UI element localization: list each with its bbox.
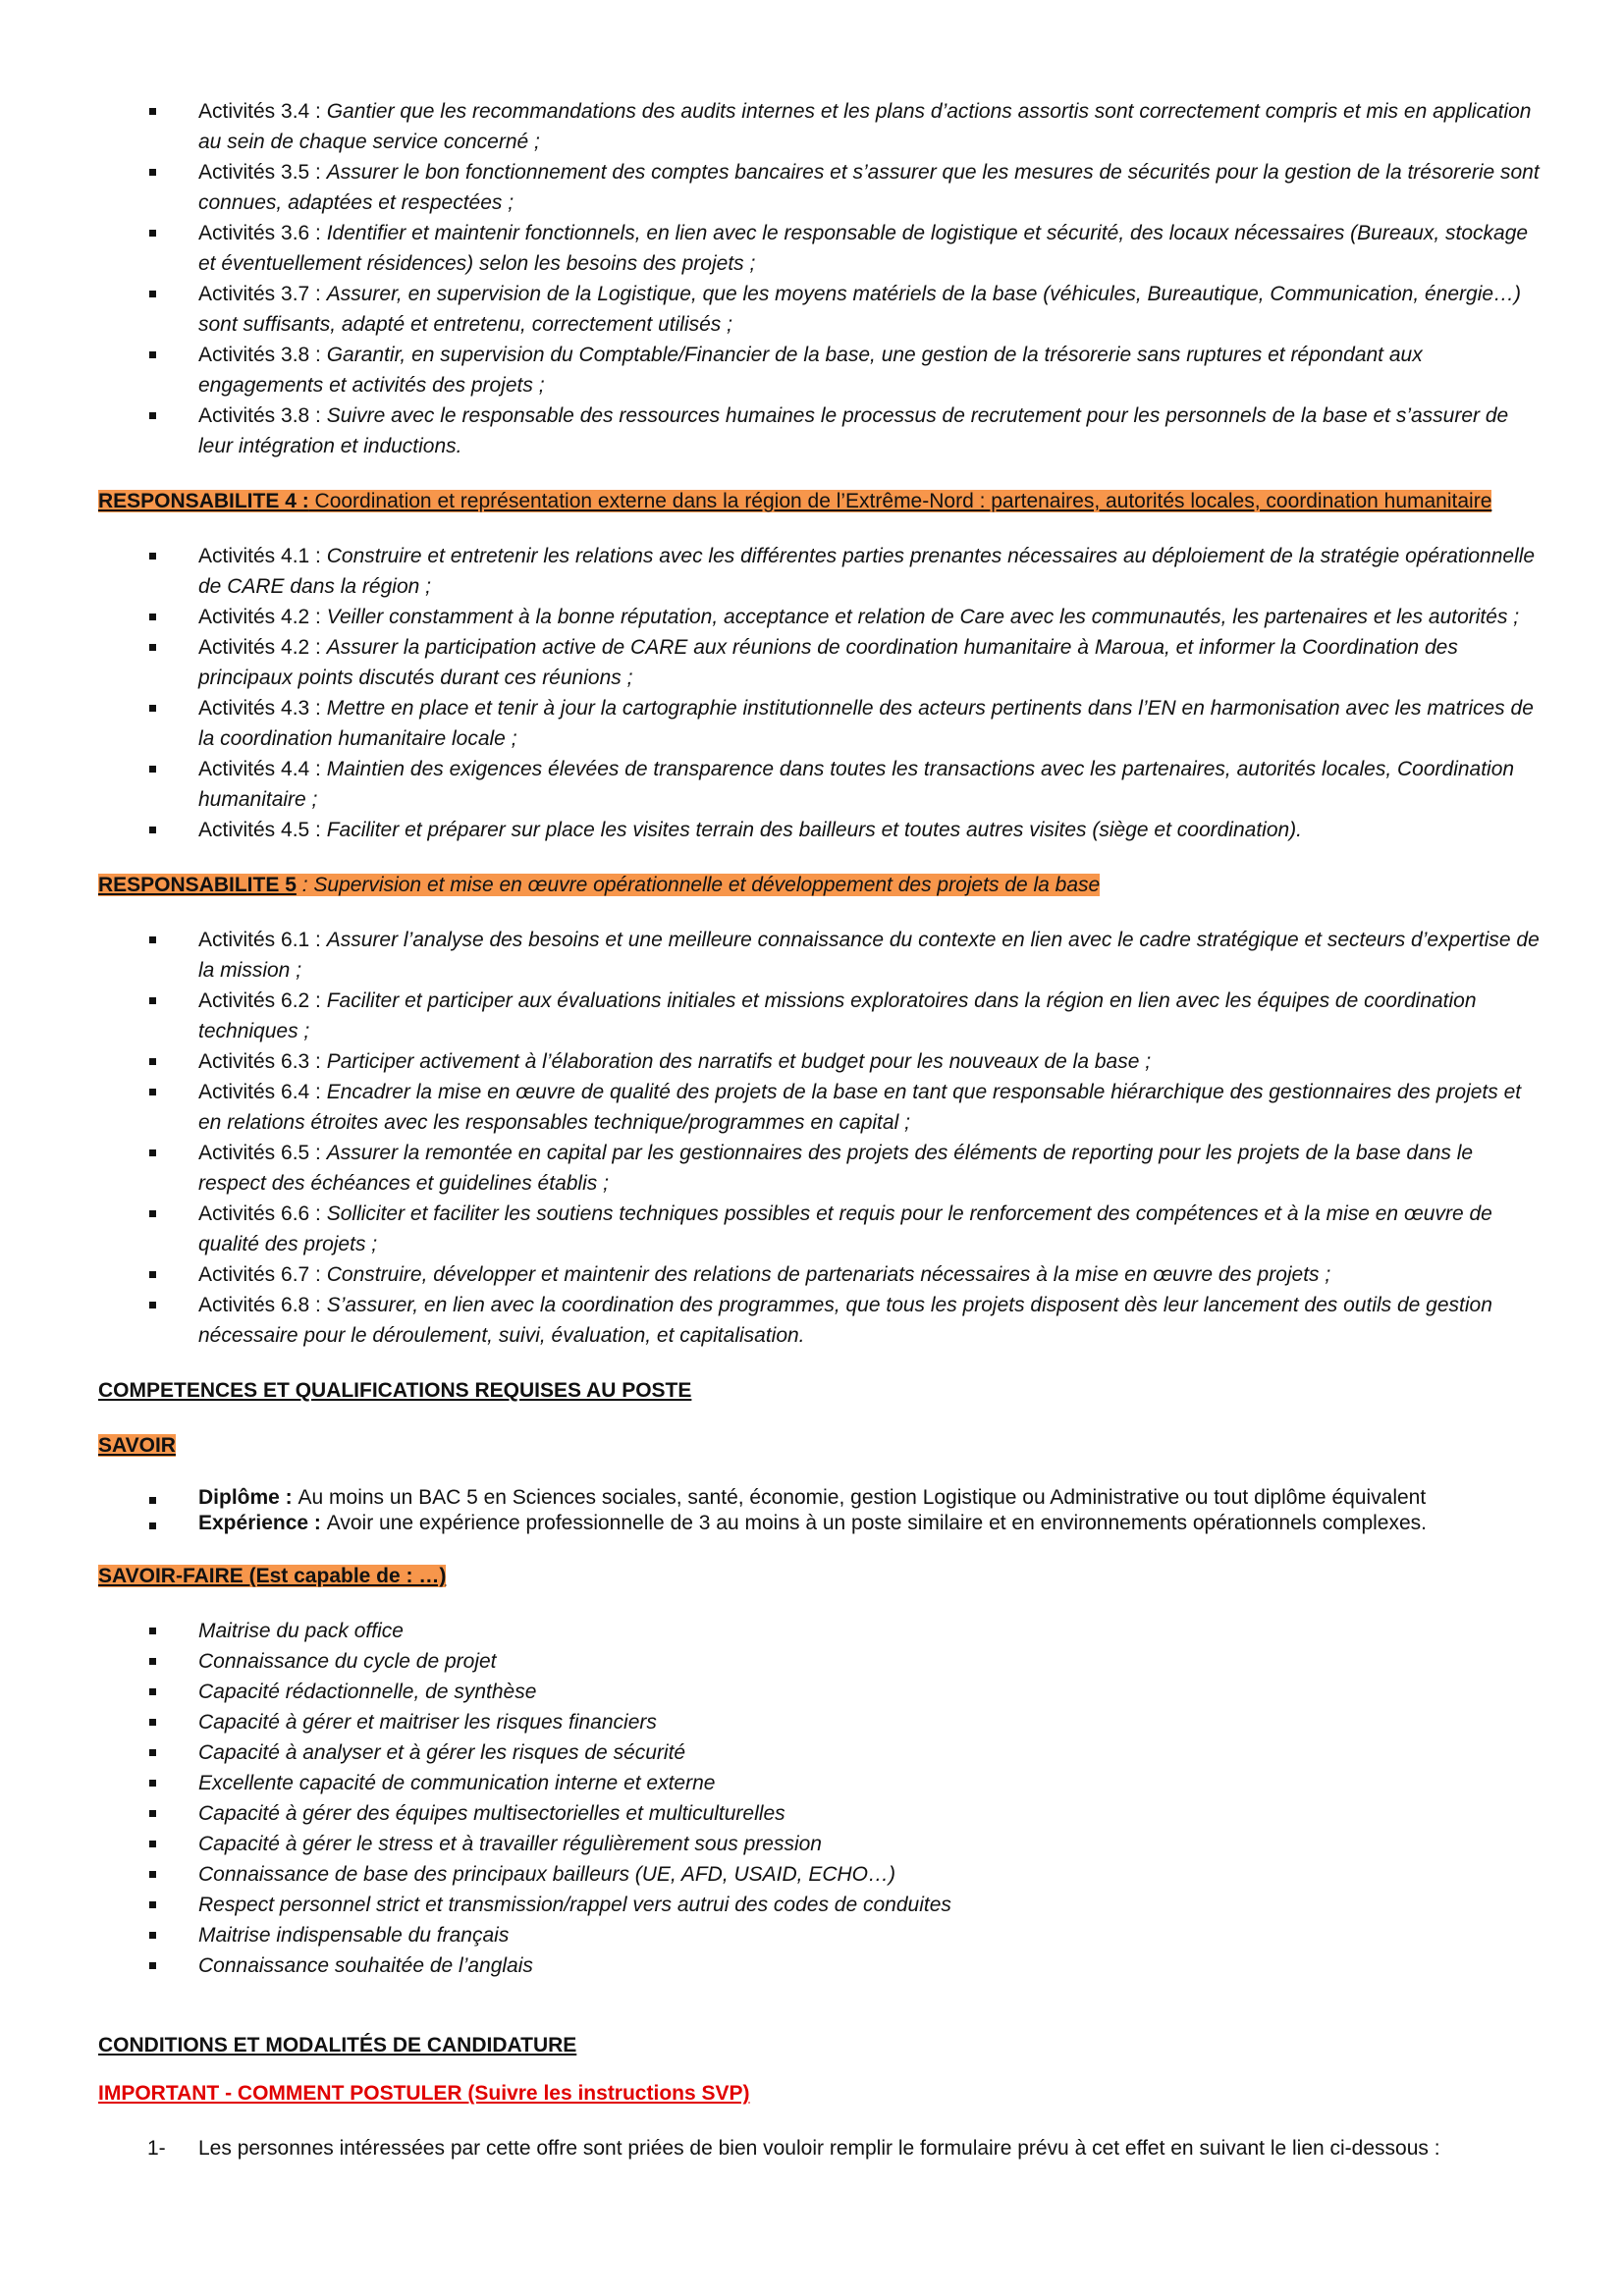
list-item: [98, 400, 1542, 461]
savoir-heading: [98, 1430, 1542, 1461]
list-item: [98, 632, 1542, 693]
list-item: [98, 1646, 1542, 1677]
list-item: [98, 602, 1542, 632]
steps-list: [98, 2133, 1542, 2163]
spacer: [98, 2109, 1542, 2133]
skill-text: Maitrise indispensable du français: [198, 1924, 510, 1947]
list-item: [98, 1859, 1542, 1890]
skill-text: Connaissance de base des principaux bailleurs (UE, AFD, USAID, ECHO…): [198, 1863, 896, 1886]
spacer: [98, 900, 1542, 925]
responsibility-title: Coordination et représentation externe dans la région de l’Extrême-Nord : partenaires, autorités locales, coordination humanitaire: [308, 490, 1492, 512]
activity-label: Activités 6.2 :: [198, 989, 327, 1012]
list-item: [98, 1798, 1542, 1829]
highlighted-heading: [98, 874, 1100, 896]
activity-text: Encadrer la mise en œuvre de qualité des projets de la base en tant que responsable hiérarchique des gestionnaires des projets et en relations étroites avec les responsables technique/programmes en capital ;: [198, 1081, 1522, 1134]
conditions-heading: [98, 2030, 1542, 2060]
activity-label: Activités 4.1 :: [198, 545, 327, 567]
list-item: [98, 96, 1542, 157]
list-item: [98, 1290, 1542, 1351]
spacer: [98, 1591, 1542, 1616]
activity-label: Activités 4.4 :: [198, 758, 327, 780]
important-title: IMPORTANT - COMMENT POSTULER (Suivre les instructions SVP): [98, 2082, 750, 2105]
activity-label: Activités 4.3 :: [198, 697, 327, 720]
list-item: [98, 541, 1542, 602]
activity-label: Activités 4.5 :: [198, 819, 327, 841]
savoir-label: Diplôme :: [198, 1486, 298, 1509]
list-item: [98, 1950, 1542, 1981]
step-text: Les personnes intéressées par cette offre sont priées de bien vouloir remplir le formulaire prévu à cet effet en suivant le lien ci-dessous :: [198, 2137, 1440, 2160]
skill-text: Respect personnel strict et transmission/rappel vers autrui des codes de conduites: [198, 1894, 951, 1916]
spacer: [98, 516, 1542, 541]
activity-text: Assurer l’analyse des besoins et une meilleure connaissance du contexte en lien avec le cadre stratégique et secteurs d’expertise de la mission ;: [198, 929, 1540, 982]
activity-text: Faciliter et participer aux évaluations initiales et missions exploratoires dans la région en lien avec les équipes de coordination techniques ;: [198, 989, 1477, 1042]
activity-text: Maintien des exigences élevées de transparence dans toutes les transactions avec les partenaires, autorités locales, Coordination humanitaire ;: [198, 758, 1515, 811]
savoir-text: Au moins un BAC 5 en Sciences sociales, santé, économie, gestion Logistique ou Administrative ou tout diplôme équivalent: [298, 1486, 1427, 1509]
savoir-list: [98, 1485, 1542, 1536]
activity-label: Activités 6.5 :: [198, 1142, 327, 1164]
activity-text: Construire et entretenir les relations avec les différentes parties prenantes nécessaires au déploiement de la stratégie opérationnelle de CARE dans la région ;: [198, 545, 1536, 598]
activity-text: Mettre en place et tenir à jour la cartographie institutionnelle des acteurs pertinents dans l’EN en harmonisation avec les matrices de la coordination humanitaire locale ;: [198, 697, 1534, 750]
activity-label: Activités 4.2 :: [198, 636, 327, 659]
activity-text: Participer activement à l’élaboration des narratifs et budget pour les nouveaux de la base ;: [326, 1050, 1152, 1073]
list-item: [98, 340, 1542, 400]
activity-text: Assurer la participation active de CARE aux réunions de coordination humanitaire à Maroua, et informer la Coordination des principaux points discutés durant ces réunions ;: [198, 636, 1458, 689]
activity-text: Suivre avec le responsable des ressources humaines le processus de recrutement pour les personnels de la base et s’assurer de leur intégration et inductions.: [198, 404, 1509, 457]
activity-label: Activités 4.2 :: [198, 606, 327, 628]
list-item: [98, 1677, 1542, 1707]
important-heading: [98, 2078, 1542, 2109]
competences-title: COMPETENCES ET QUALIFICATIONS REQUISES AU POSTE: [98, 1379, 692, 1402]
competences-heading: [98, 1375, 1542, 1406]
list-item: [98, 1890, 1542, 1920]
spacer: [98, 1461, 1542, 1485]
list-item: [98, 1485, 1542, 1511]
skill-text: Maitrise du pack office: [198, 1620, 404, 1642]
savoir-faire-list: [98, 1616, 1542, 1981]
activity-label: Activités 6.1 :: [198, 929, 327, 951]
highlighted-heading: [98, 490, 1491, 512]
activity-text: Solliciter et faciliter les soutiens techniques possibles et requis pour le renforcement des compétences et à la mise en œuvre de qualité des projets ;: [198, 1202, 1492, 1255]
list-item: [98, 1707, 1542, 1737]
activity-text: Assurer, en supervision de la Logistique, que les moyens matériels de la base (véhicules, Bureautique, Communication, énergie…) sont suffisants, adapté et entretenu, correctement utilisés ;: [198, 283, 1522, 336]
list-item: [98, 157, 1542, 218]
responsibility-4-heading: [98, 486, 1542, 516]
activity-text: S’assurer, en lien avec la coordination des programmes, que tous les projets disposent dès leur lancement des outils de gestion nécessaire pour le déroulement, suivi, évaluation, et capitalisation.: [198, 1294, 1492, 1347]
list-item: [98, 1920, 1542, 1950]
responsibility-5-heading: [98, 870, 1542, 900]
savoir-title: SAVOIR: [98, 1434, 176, 1457]
list-item: [98, 925, 1542, 986]
step-item: [98, 2133, 1542, 2163]
activity-text: Faciliter et préparer sur place les visites terrain des bailleurs et toutes autres visites (siège et coordination).: [326, 819, 1303, 841]
skill-text: Excellente capacité de communication interne et externe: [198, 1772, 716, 1794]
list-item: [98, 1616, 1542, 1646]
skill-text: Capacité à analyser et à gérer les risques de sécurité: [198, 1741, 686, 1764]
spacer: [98, 1981, 1542, 2005]
skill-text: Capacité à gérer des équipes multisectorielles et multiculturelles: [198, 1802, 785, 1825]
activity-text: Veiller constamment à la bonne réputation, acceptance et relation de Care avec les communautés, les partenaires et les autorités ;: [326, 606, 1520, 628]
activity-label: Activités 6.8 :: [198, 1294, 327, 1316]
activity-label: Activités 6.6 :: [198, 1202, 327, 1225]
activity-label: Activités 3.6 :: [198, 222, 327, 244]
activities-3-list: [98, 96, 1542, 461]
activity-label: Activités 3.8 :: [198, 344, 327, 366]
skill-text: Capacité à gérer le stress et à travailler régulièrement sous pression: [198, 1833, 822, 1855]
list-item: [98, 1077, 1542, 1138]
activities-4-list: [98, 541, 1542, 845]
activity-label: Activités 6.4 :: [198, 1081, 327, 1103]
list-item: [98, 986, 1542, 1046]
activity-text: Assurer la remontée en capital par les gestionnaires des projets des éléments de reporting pour les projets de la base dans le respect des échéances et guidelines établis ;: [198, 1142, 1474, 1195]
savoir-faire-title: SAVOIR-FAIRE (Est capable de : …): [98, 1565, 447, 1587]
skill-text: Capacité à gérer et maitriser les risques financiers: [198, 1711, 657, 1734]
conditions-title: CONDITIONS ET MODALITÉS DE CANDIDATURE: [98, 2034, 577, 2056]
skill-text: Connaissance du cycle de projet: [198, 1650, 497, 1673]
step-number: 1-: [147, 2137, 166, 2160]
document-page: [98, 96, 1542, 2163]
list-item: [98, 1737, 1542, 1768]
list-item: [98, 693, 1542, 754]
activity-label: Activités 3.5 :: [198, 161, 327, 184]
activity-text: Construire, développer et maintenir des relations de partenariats nécessaires à la mise en œuvre des projets ;: [326, 1263, 1331, 1286]
activity-text: Gantier que les recommandations des audits internes et les plans d’actions assortis sont correctement compris et mis en application au sein de chaque service concerné ;: [198, 100, 1532, 153]
activity-label: Activités 6.7 :: [198, 1263, 327, 1286]
activity-text: Garantir, en supervision du Comptable/Financier de la base, une gestion de la trésorerie sans ruptures et répondant aux engagements et activités des projets ;: [198, 344, 1423, 397]
list-item: [98, 754, 1542, 815]
activity-label: Activités 3.4 :: [198, 100, 327, 123]
activity-text: Assurer le bon fonctionnement des comptes bancaires et s’assurer que les mesures de sécurités pour la gestion de la trésorerie sont connues, adaptées et respectées ;: [198, 161, 1540, 214]
activity-label: Activités 6.3 :: [198, 1050, 327, 1073]
savoir-label: Expérience :: [198, 1512, 327, 1534]
list-item: [98, 1829, 1542, 1859]
list-item: [98, 1199, 1542, 1259]
activity-text: Identifier et maintenir fonctionnels, en lien avec le responsable de logistique et sécurité, des locaux nécessaires (Bureaux, stockage et éventuellement résidences) selon les besoins des projets ;: [198, 222, 1529, 275]
skill-text: Connaissance souhaitée de l’anglais: [198, 1954, 533, 1977]
list-item: [98, 1768, 1542, 1798]
list-item: [98, 1259, 1542, 1290]
list-item: [98, 1046, 1542, 1077]
list-item: [98, 1138, 1542, 1199]
savoir-faire-heading: [98, 1561, 1542, 1591]
skill-text: Capacité rédactionnelle, de synthèse: [198, 1681, 537, 1703]
activity-label: Activités 3.8 :: [198, 404, 327, 427]
list-item: [98, 218, 1542, 279]
list-item: [98, 279, 1542, 340]
activities-6-list: [98, 925, 1542, 1351]
responsibility-label: RESPONSABILITE 4 :: [98, 490, 309, 512]
list-item: [98, 1511, 1542, 1536]
savoir-text: Avoir une expérience professionnelle de 3 au moins à un poste similaire et en environnements opérationnels complexes.: [326, 1512, 1428, 1534]
activity-label: Activités 3.7 :: [198, 283, 327, 305]
responsibility-title: : Supervision et mise en œuvre opérationnelle et développement des projets de la base: [296, 874, 1101, 896]
responsibility-label: RESPONSABILITE 5: [98, 874, 297, 896]
list-item: [98, 815, 1542, 845]
